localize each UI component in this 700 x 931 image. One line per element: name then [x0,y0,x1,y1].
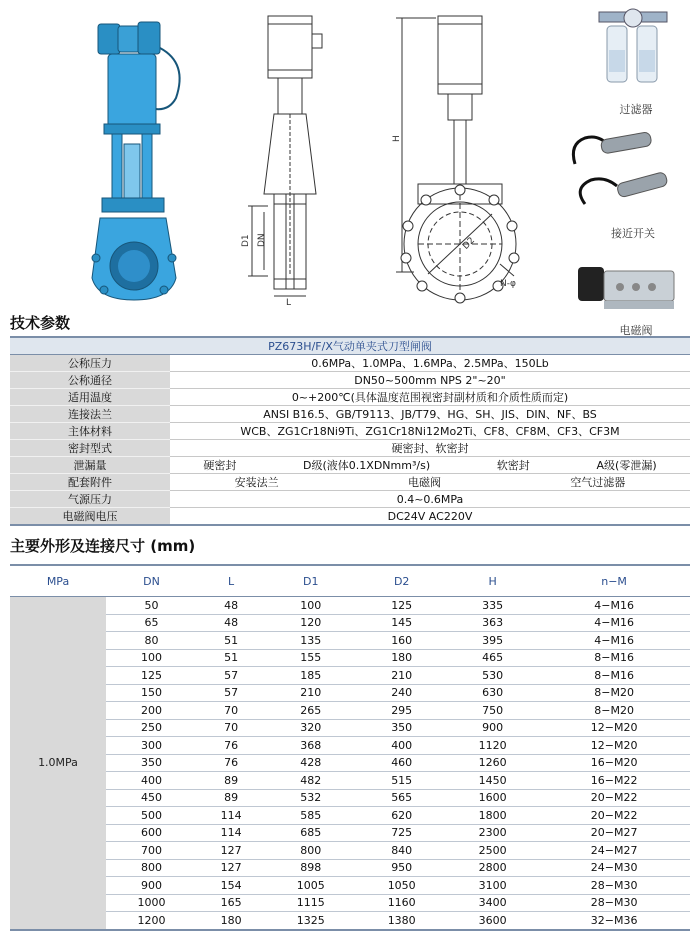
spec-row [10,440,690,457]
table-cell: 28−M30 [538,894,690,912]
table-cell: 51 [197,649,265,667]
table-row [10,754,690,772]
table-cell: 4−M16 [538,632,690,650]
table-cell: 185 [265,667,356,685]
table-cell: 1120 [447,737,538,755]
fittings-values [170,474,690,490]
table-cell: 265 [265,702,356,720]
spec-row [10,423,690,440]
table-row [10,824,690,842]
table-cell: 450 [106,789,197,807]
table-row [10,807,690,825]
table-cell: 48 [197,597,265,615]
table-cell: 8−M16 [538,667,690,685]
table-cell: 1005 [265,877,356,895]
table-cell: 160 [356,632,447,650]
table-cell: 460 [356,754,447,772]
model-title: PZ673H/F/X气动单夹式刀型闸阀 [10,337,690,355]
table-cell: 320 [265,719,356,737]
solenoid-valve-label: 电磁阀 [619,324,653,337]
table-cell: 1325 [265,912,356,930]
table-cell: 89 [197,789,265,807]
table-row [10,719,690,737]
table-cell: 1050 [356,877,447,895]
dims-body [10,597,690,930]
filter-image [597,8,669,96]
col-header: D1 [265,565,356,597]
leakage-values [170,457,690,473]
table-cell: 585 [265,807,356,825]
table-cell: 16−M22 [538,772,690,790]
label-n-phi: N-φ [500,279,516,289]
table-cell: 20−M22 [538,789,690,807]
tech-params-table [10,336,690,526]
fitting-item: 安装法兰 [234,476,279,489]
label-dn: DN [257,233,267,247]
table-cell: 250 [106,719,197,737]
table-cell: 70 [197,719,265,737]
table-cell: 295 [356,702,447,720]
table-cell: 135 [265,632,356,650]
table-cell: 154 [197,877,265,895]
spec-label: 电磁阀电压 [10,508,170,526]
table-cell: 335 [447,597,538,615]
spec-label: 公称通径 [10,372,170,389]
table-row [10,912,690,930]
table-cell: 428 [265,754,356,772]
spec-row [10,389,690,406]
table-cell: 28−M30 [538,877,690,895]
col-header: L [197,565,265,597]
spec-label: 主体材料 [10,423,170,440]
table-cell: 100 [265,597,356,615]
valve-3d-illustration [90,18,190,303]
table-cell: 125 [356,597,447,615]
table-cell: 57 [197,684,265,702]
spec-value: 0.4~0.6MPa [170,491,690,508]
table-cell: 1000 [106,894,197,912]
valve-side-drawing [238,14,338,306]
fitting-item: 空气过滤器 [570,476,626,489]
table-row [10,789,690,807]
label-l: L [286,298,292,306]
table-cell: 300 [106,737,197,755]
table-cell: 532 [265,789,356,807]
table-row [10,842,690,860]
table-cell: 165 [197,894,265,912]
leak-item: 硬密封 [203,459,237,472]
table-cell: 395 [447,632,538,650]
leak-item: A级(零泄漏) [596,459,657,472]
table-cell: 80 [106,632,197,650]
table-cell: 155 [265,649,356,667]
table-row [10,702,690,720]
table-cell: 840 [356,842,447,860]
table-cell: 70 [197,702,265,720]
table-cell: 89 [197,772,265,790]
spec-header-row [10,337,690,355]
table-cell: 1200 [106,912,197,930]
table-cell: 900 [447,719,538,737]
table-row [10,649,690,667]
table-cell: 898 [265,859,356,877]
col-header: n−M [538,565,690,597]
table-row [10,632,690,650]
pressure-cell: 1.0MPa [10,597,106,930]
leak-item: D级(液体0.1XDNmm³/s) [303,459,431,472]
table-row [10,597,690,615]
table-cell: 180 [197,912,265,930]
table-cell: 114 [197,824,265,842]
table-cell: 20−M27 [538,824,690,842]
table-cell: 620 [356,807,447,825]
table-row [10,877,690,895]
spec-row [10,406,690,423]
table-cell: 4−M16 [538,597,690,615]
filter-label: 过滤器 [619,103,653,116]
table-cell: 1260 [447,754,538,772]
table-row [10,667,690,685]
table-cell: 100 [106,649,197,667]
table-cell: 114 [197,807,265,825]
table-row [10,614,690,632]
label-h: H [392,135,402,142]
table-cell: 3400 [447,894,538,912]
table-row [10,894,690,912]
table-cell: 150 [106,684,197,702]
spec-value: WCB、ZG1Cr18Ni9Ti、ZG1Cr18Ni12Mo2Ti、CF8、CF8M、CF3、CF3M [170,423,690,440]
spec-row [10,372,690,389]
table-cell: 800 [265,842,356,860]
table-cell: 3600 [447,912,538,930]
spec-label: 配套附件 [10,474,170,491]
spec-value: ANSI B16.5、GB/T9113、JB/T79、HG、SH、JIS、DIN、NF、BS [170,406,690,423]
col-header: H [447,565,538,597]
table-cell: 48 [197,614,265,632]
table-cell: 32−M36 [538,912,690,930]
table-cell: 700 [106,842,197,860]
spec-row [10,355,690,372]
table-cell: 1115 [265,894,356,912]
spec-value: 0~+200℃(具体温度范围视密封副材质和介质性质而定) [170,389,690,406]
spec-row [10,491,690,508]
table-cell: 630 [447,684,538,702]
table-cell: 530 [447,667,538,685]
table-cell: 900 [106,877,197,895]
spec-value: 硬密封、软密封 [170,440,690,457]
table-cell: 350 [106,754,197,772]
dims-table [10,564,690,931]
spec-label: 连接法兰 [10,406,170,423]
table-cell: 4−M16 [538,614,690,632]
table-row [10,684,690,702]
table-cell: 24−M30 [538,859,690,877]
table-cell: 368 [265,737,356,755]
table-cell: 2500 [447,842,538,860]
table-cell: 800 [106,859,197,877]
table-cell: 125 [106,667,197,685]
table-cell: 120 [265,614,356,632]
table-cell: 8−M20 [538,684,690,702]
table-cell: 57 [197,667,265,685]
table-cell: 3100 [447,877,538,895]
table-cell: 725 [356,824,447,842]
spec-value: DC24V AC220V [170,508,690,526]
table-cell: 482 [265,772,356,790]
table-cell: 51 [197,632,265,650]
table-cell: 50 [106,597,197,615]
table-cell: 1600 [447,789,538,807]
spec-label: 泄漏量 [10,457,170,474]
table-cell: 76 [197,737,265,755]
tech-params-title: 技术参数 [10,314,71,332]
table-cell: 127 [197,859,265,877]
fitting-item: 电磁阀 [407,476,441,489]
table-cell: 65 [106,614,197,632]
table-cell: 2800 [447,859,538,877]
table-cell: 210 [265,684,356,702]
table-row [10,772,690,790]
col-header: MPa [10,565,106,597]
table-cell: 600 [106,824,197,842]
spec-row-fittings [10,474,690,491]
table-cell: 24−M27 [538,842,690,860]
table-row [10,737,690,755]
spec-label: 气源压力 [10,491,170,508]
table-cell: 350 [356,719,447,737]
dims-header-row [10,565,690,597]
table-cell: 500 [106,807,197,825]
proximity-switch-label: 接近开关 [611,227,655,240]
label-d2: D2 [461,235,478,252]
table-cell: 20−M22 [538,807,690,825]
valve-front-drawing [388,14,528,306]
table-cell: 2300 [447,824,538,842]
label-d1: D1 [241,234,251,247]
solenoid-valve-image [574,257,680,317]
proximity-switch-image [565,124,675,220]
table-cell: 8−M16 [538,649,690,667]
table-cell: 12−M20 [538,719,690,737]
spec-value: 0.6MPa、1.0MPa、1.6MPa、2.5MPa、150Lb [170,355,690,372]
table-cell: 515 [356,772,447,790]
spec-label: 密封型式 [10,440,170,457]
table-row [10,859,690,877]
table-cell: 465 [447,649,538,667]
col-header: D2 [356,565,447,597]
table-cell: 76 [197,754,265,772]
table-cell: 240 [356,684,447,702]
table-cell: 210 [356,667,447,685]
table-cell: 1380 [356,912,447,930]
leak-item: 软密封 [496,459,530,472]
table-cell: 16−M20 [538,754,690,772]
table-cell: 363 [447,614,538,632]
table-cell: 1800 [447,807,538,825]
table-cell: 750 [447,702,538,720]
table-cell: 1160 [356,894,447,912]
table-cell: 400 [106,772,197,790]
spec-label: 适用温度 [10,389,170,406]
spec-label: 公称压力 [10,355,170,372]
spec-row [10,508,690,526]
table-cell: 145 [356,614,447,632]
table-cell: 12−M20 [538,737,690,755]
table-cell: 685 [265,824,356,842]
table-cell: 565 [356,789,447,807]
table-cell: 180 [356,649,447,667]
table-cell: 950 [356,859,447,877]
spec-row-leakage [10,457,690,474]
table-cell: 400 [356,737,447,755]
dims-title: 主要外形及连接尺寸 (mm) [10,537,196,555]
table-cell: 1450 [447,772,538,790]
col-header: DN [106,565,197,597]
table-cell: 8−M20 [538,702,690,720]
spec-value: DN50~500mm NPS 2"~20" [170,372,690,389]
table-cell: 127 [197,842,265,860]
table-cell: 200 [106,702,197,720]
